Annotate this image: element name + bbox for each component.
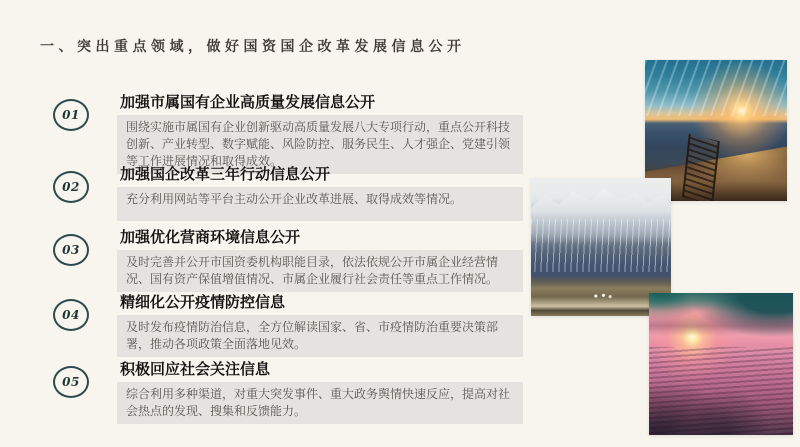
item-heading: 加强市属国有企业高质量发展信息公开 xyxy=(120,94,376,111)
item-body: 充分利用网站等平台主动公开企业改革进展、取得成效等情况。 xyxy=(117,187,523,221)
list-item xyxy=(53,93,525,174)
item-content xyxy=(117,228,525,292)
item-number-badge xyxy=(53,171,89,203)
item-number: 01 xyxy=(62,108,80,122)
wooden-pier-detail xyxy=(682,134,720,201)
pink-cloud-band-overlay xyxy=(649,313,793,336)
item-number: 03 xyxy=(62,243,80,257)
cloud-streaks-overlay xyxy=(645,60,787,116)
item-heading: 加强优化营商环境信息公开 xyxy=(120,229,301,246)
item-body: 围绕实施市属国有企业创新驱动高质量发展八大专项行动，重点公开科技创新、产业转型、数字赋能、风险防控、服务民生、人才强企、党建引领等工作进展情况和取得成效。 xyxy=(117,115,523,174)
item-number-badge xyxy=(53,234,89,266)
list-item xyxy=(53,228,525,292)
item-heading: 精细化公开疫情防控信息 xyxy=(120,294,286,311)
item-number-badge xyxy=(53,99,89,131)
list-item xyxy=(53,293,525,357)
item-content xyxy=(117,165,525,221)
sea-wave-texture-overlay xyxy=(649,347,793,435)
item-body: 及时发布疫情防治信息，全方位解读国家、省、市疫情防治重要决策部署，推动各项政策全面落地见效。 xyxy=(117,315,523,357)
item-content xyxy=(117,360,525,424)
item-number: 02 xyxy=(62,180,80,194)
item-content xyxy=(117,93,525,174)
list-item xyxy=(53,165,525,221)
item-number: 05 xyxy=(62,375,80,389)
farm-buildings-detail xyxy=(593,293,613,300)
item-content xyxy=(117,293,525,357)
item-heading: 加强国企改革三年行动信息公开 xyxy=(120,166,331,183)
item-number: 04 xyxy=(62,308,80,322)
item-number-badge xyxy=(53,366,89,398)
item-body: 及时完善并公开市国资委机构职能目录，依法依规公开市属企业经营情况、国有资产保值增值情况、市属企业履行社会责任等重点工作情况。 xyxy=(117,250,523,292)
page-title: 一、突出重点领域，做好国资国企改革发展信息公开 xyxy=(40,38,466,54)
item-number-badge xyxy=(53,299,89,331)
list-item xyxy=(53,360,525,424)
item-body: 综合利用多种渠道，对重大突发事件、重大政务舆情快速反应，提高对社会热点的发现、搜集和反馈能力。 xyxy=(117,382,523,424)
item-heading: 积极回应社会关注信息 xyxy=(120,361,271,378)
pink-sunset-sea-photo xyxy=(649,293,793,435)
snow-streaks-overlay xyxy=(531,219,671,271)
